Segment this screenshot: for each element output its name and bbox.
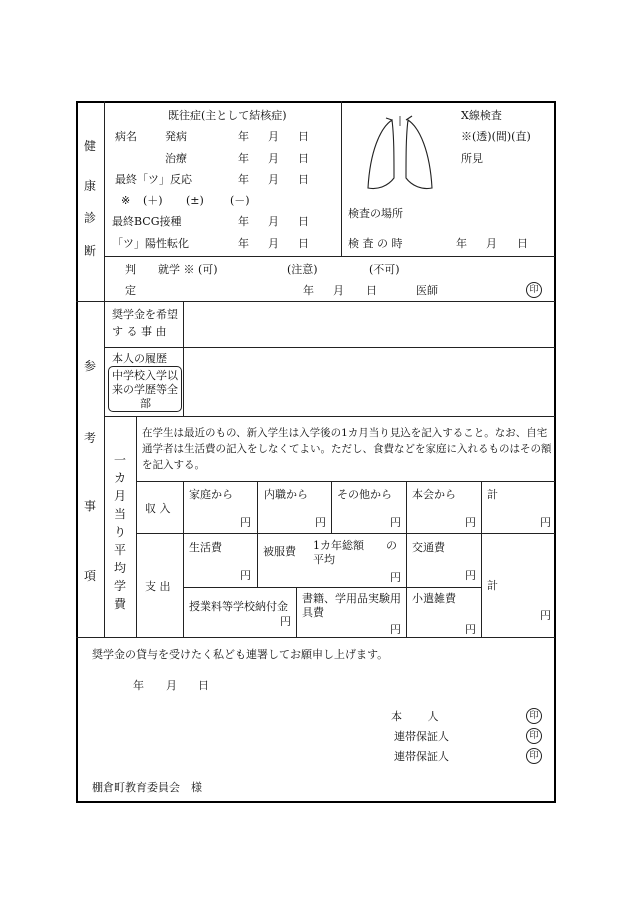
date-day: 日 [298, 173, 309, 186]
history-label: 本人の履歴 [112, 352, 167, 365]
border-left [76, 101, 78, 803]
xray-options: ※(透)(間)(直) [461, 130, 531, 143]
findings-label: 所見 [461, 152, 483, 165]
exam-time-label: 検 査 の 時 [348, 237, 403, 250]
income-side-job-label: 内職から [264, 488, 308, 501]
doctor-label: 医師 [416, 284, 438, 297]
yen-unit: 円 [390, 516, 401, 529]
lungs-icon [362, 112, 438, 194]
treatment-label: 治療 [165, 152, 187, 165]
expense-col-divider [296, 587, 297, 637]
date-day: 日 [298, 152, 309, 165]
applicant-self-label: 本 人 [391, 710, 439, 723]
caution-option: (注意) [287, 263, 318, 276]
date-year: 年 [303, 284, 314, 297]
tuition-label: 授業料等学校納付金 [189, 600, 288, 613]
tuberculin-plus-minus: (±) [186, 194, 204, 207]
yen-unit: 円 [465, 569, 476, 582]
date-day: 日 [298, 215, 309, 228]
yen-unit: 円 [465, 516, 476, 529]
health-judgment-divider [104, 256, 555, 257]
border-bottom [76, 801, 556, 803]
health-label-divider [104, 101, 105, 301]
note-text: 通学者は生活費の記入をしなくてよい。ただし、食費などを家庭に入れるものはその額 [142, 443, 552, 455]
yen-unit: 円 [390, 623, 401, 636]
reference-section-bottom [76, 637, 555, 638]
past-illness-heading: 既往症(主として結核症) [168, 109, 287, 122]
history-label: 部 [140, 397, 151, 410]
guarantor-label: 連帯保証人 [394, 750, 449, 763]
date-day: 日 [298, 237, 309, 250]
date-month: 月 [333, 284, 344, 297]
date-year: 年 [456, 237, 467, 250]
reason-divider [183, 301, 184, 416]
income-bottom [136, 533, 555, 534]
yen-unit: 円 [240, 516, 251, 529]
date-day: 日 [198, 679, 209, 692]
books-label: 書籍、学用品実験用 [302, 592, 401, 605]
tuberculin-mark: ※ [121, 194, 131, 207]
date-month: 月 [268, 152, 279, 165]
monthly-char: 平 [113, 543, 126, 557]
tuberculin-conversion-label: 「ツ」陽性転化 [112, 237, 189, 250]
date-month: 月 [486, 237, 497, 250]
date-month: 月 [268, 130, 279, 143]
xray-title: X線検査 [461, 109, 502, 122]
last-tuberculin-label: 最終「ツ」反応 [115, 173, 192, 186]
last-bcg-label: 最終BCG接種 [112, 215, 182, 228]
income-total-label: 計 [487, 488, 498, 501]
health-section-bottom [76, 301, 555, 302]
books-label: 具費 [302, 606, 324, 619]
yen-unit: 円 [465, 623, 476, 636]
reference-char: 参 [83, 359, 96, 373]
monthly-label-divider [136, 416, 137, 637]
monthly-char: 費 [113, 597, 126, 611]
monthly-char: カ [113, 471, 126, 485]
date-day: 日 [366, 284, 377, 297]
reference-char: 項 [83, 569, 96, 583]
income-col-divider [257, 481, 258, 533]
yen-unit: 円 [540, 516, 551, 529]
monthly-char: 一 [113, 453, 126, 467]
health-char: 健 [83, 139, 96, 153]
monthly-char: り [113, 525, 126, 539]
monthly-char: 月 [113, 489, 126, 503]
border-right [554, 101, 556, 803]
date-month: 月 [268, 237, 279, 250]
clothing-note: 平均 [313, 553, 335, 566]
clothing-label: 被服費 [263, 545, 296, 558]
pocket-money-label: 小遣雑費 [412, 592, 456, 605]
expense-col-divider [406, 533, 407, 637]
disease-name-label: 病名 [115, 130, 137, 143]
yen-unit: 円 [390, 571, 401, 584]
exam-place-label: 検査の場所 [348, 207, 403, 220]
yen-unit: 円 [540, 609, 551, 622]
judgment-label: 定 [125, 284, 136, 297]
reason-label: 奨学金を希望 [112, 308, 178, 321]
living-cost-label: 生活費 [189, 541, 222, 554]
history-label: 中学校入学以 [112, 369, 178, 382]
income-other-label: その他から [337, 488, 392, 501]
expense-row-divider [183, 587, 481, 588]
date-year: 年 [238, 130, 249, 143]
income-col-divider [331, 481, 332, 533]
health-char: 康 [83, 179, 96, 193]
date-year: 年 [238, 237, 249, 250]
note-bottom [136, 481, 555, 482]
clothing-note: 1カ年総額 の [313, 539, 397, 552]
total-col-divider [481, 481, 482, 637]
monthly-char: 当 [113, 507, 126, 521]
income-expense-label-divider [183, 481, 184, 637]
income-label: 収 入 [145, 502, 171, 515]
guarantor-seal: 印 [526, 748, 542, 764]
addressee: 棚倉町教育委員会 様 [92, 781, 202, 794]
date-day: 日 [517, 237, 528, 250]
monthly-char: 学 [113, 579, 126, 593]
yen-unit: 円 [280, 615, 291, 628]
tuberculin-positive: (＋) [143, 194, 163, 207]
monthly-char: 均 [113, 561, 126, 575]
reason-label: す る 事 由 [112, 325, 167, 338]
expense-total-label: 計 [487, 579, 498, 592]
guarantor-label: 連帯保証人 [394, 730, 449, 743]
date-year: 年 [238, 173, 249, 186]
date-month: 月 [166, 679, 177, 692]
date-year: 年 [133, 679, 144, 692]
expense-label: 支 出 [145, 580, 171, 593]
date-year: 年 [238, 152, 249, 165]
date-day: 日 [298, 130, 309, 143]
health-char: 診 [83, 211, 96, 225]
note-text: を記入する。 [142, 459, 205, 471]
income-col-divider [406, 481, 407, 533]
date-month: 月 [268, 173, 279, 186]
reference-label-divider [104, 301, 105, 637]
health-xray-divider [341, 101, 342, 256]
tuberculin-negative: (－) [230, 194, 250, 207]
note-text: 在学生は最近のもの、新入学生は入学後の1カ月当り見込を記入すること。なお、自宅 [142, 427, 548, 439]
doctor-seal: 印 [526, 282, 542, 298]
application-statement: 奨学金の貸与を受けたく私ども連署してお願申し上げます。 [92, 648, 389, 661]
not-allowed-option: (不可) [369, 263, 400, 276]
health-char: 断 [83, 244, 96, 258]
expense-col-divider [257, 533, 258, 587]
transport-label: 交通費 [412, 541, 445, 554]
school-attendance-option: 就学 ※ (可) [158, 263, 218, 276]
onset-label: 発病 [165, 130, 187, 143]
income-home-label: 家庭から [189, 488, 233, 501]
reference-char: 考 [83, 431, 96, 445]
applicant-seal: 印 [526, 708, 542, 724]
yen-unit: 円 [240, 569, 251, 582]
reason-bottom [104, 347, 555, 348]
date-month: 月 [268, 215, 279, 228]
income-association-label: 本会から [412, 488, 456, 501]
history-bottom [104, 416, 555, 417]
date-year: 年 [238, 215, 249, 228]
guarantor-seal: 印 [526, 728, 542, 744]
border-top [76, 101, 556, 103]
history-label: 来の学歴等全 [112, 383, 178, 396]
yen-unit: 円 [315, 516, 326, 529]
reference-char: 事 [83, 499, 96, 513]
judgment-label: 判 [125, 263, 136, 276]
